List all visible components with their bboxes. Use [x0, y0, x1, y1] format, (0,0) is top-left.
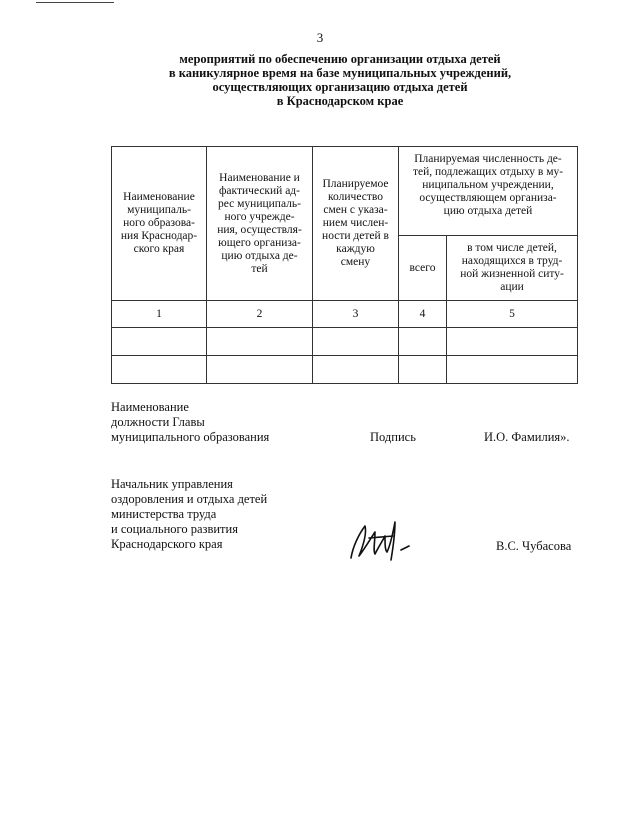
column-number: 4 — [399, 301, 447, 328]
table-cell — [313, 356, 399, 384]
header-municipality: Наименование муниципаль- ного образова- ния Краснодар- ского края — [112, 147, 207, 301]
table-cell — [112, 328, 207, 356]
top-rule — [36, 2, 114, 3]
signatory2-title-line: и социального развития — [111, 522, 238, 536]
signatory2-title-line: Начальник управления — [111, 477, 233, 491]
signatory2-title-line: оздоровления и отдыха детей — [111, 492, 268, 506]
table-cell — [447, 328, 578, 356]
table-cell — [399, 356, 447, 384]
signatory2-title-line: Краснодарского края — [111, 537, 223, 551]
signatory2-title-line: министерства труда — [111, 507, 217, 521]
header-planned-count: Планируемая численность де- тей, подлежащих отдыху в му- ниципальном учреждении, осуществляющем организа- цию отдыха детей — [399, 147, 578, 236]
heading-line: мероприятий по обеспечению организации отдыха детей — [179, 52, 501, 66]
heading-line: в каникулярное время на базе муниципальных учреждений, — [168, 66, 512, 80]
table-row — [112, 328, 578, 356]
name-placeholder: И.О. Фамилия». — [484, 430, 570, 444]
signatory1-title — [111, 400, 269, 445]
table-cell — [313, 328, 399, 356]
page-number: 3 — [316, 30, 324, 45]
table-number-row — [112, 301, 578, 328]
signatory1-title-line: Наименование — [111, 400, 189, 414]
chief-name: В.С. Чубасова — [496, 539, 572, 553]
signatory1-title-line: муниципального образования — [111, 430, 270, 444]
column-number: 2 — [207, 301, 313, 328]
document-heading — [100, 52, 580, 108]
signature-label: Подпись — [370, 430, 416, 444]
table-header-row — [112, 147, 578, 236]
header-difficult-situation: в том числе детей, находящихся в труд- ной жизненной ситу- ации — [447, 236, 578, 301]
table-cell — [112, 356, 207, 384]
table-cell — [399, 328, 447, 356]
header-institution: Наименование и фактический ад- рес муниципаль- ного учрежде- ния, осуществля- ющего организа- цию отдыха де- тей — [207, 147, 313, 301]
column-number: 1 — [112, 301, 207, 328]
handwritten-signature — [345, 516, 415, 564]
heading-line: осуществляющих организацию отдыха детей — [212, 80, 468, 94]
header-total: всего — [399, 236, 447, 301]
signatory2-title — [111, 477, 267, 552]
table-cell — [207, 356, 313, 384]
column-number: 5 — [447, 301, 578, 328]
plan-table — [111, 146, 578, 384]
heading-line: в Краснодарском крае — [276, 94, 404, 108]
signatory1-title-line: должности Главы — [111, 415, 205, 429]
column-number: 3 — [313, 301, 399, 328]
table-cell — [447, 356, 578, 384]
table-row — [112, 356, 578, 384]
table-cell — [207, 328, 313, 356]
header-shifts: Планируемое количество смен с указа- нием числен- ности детей в каждую смену — [313, 147, 399, 301]
